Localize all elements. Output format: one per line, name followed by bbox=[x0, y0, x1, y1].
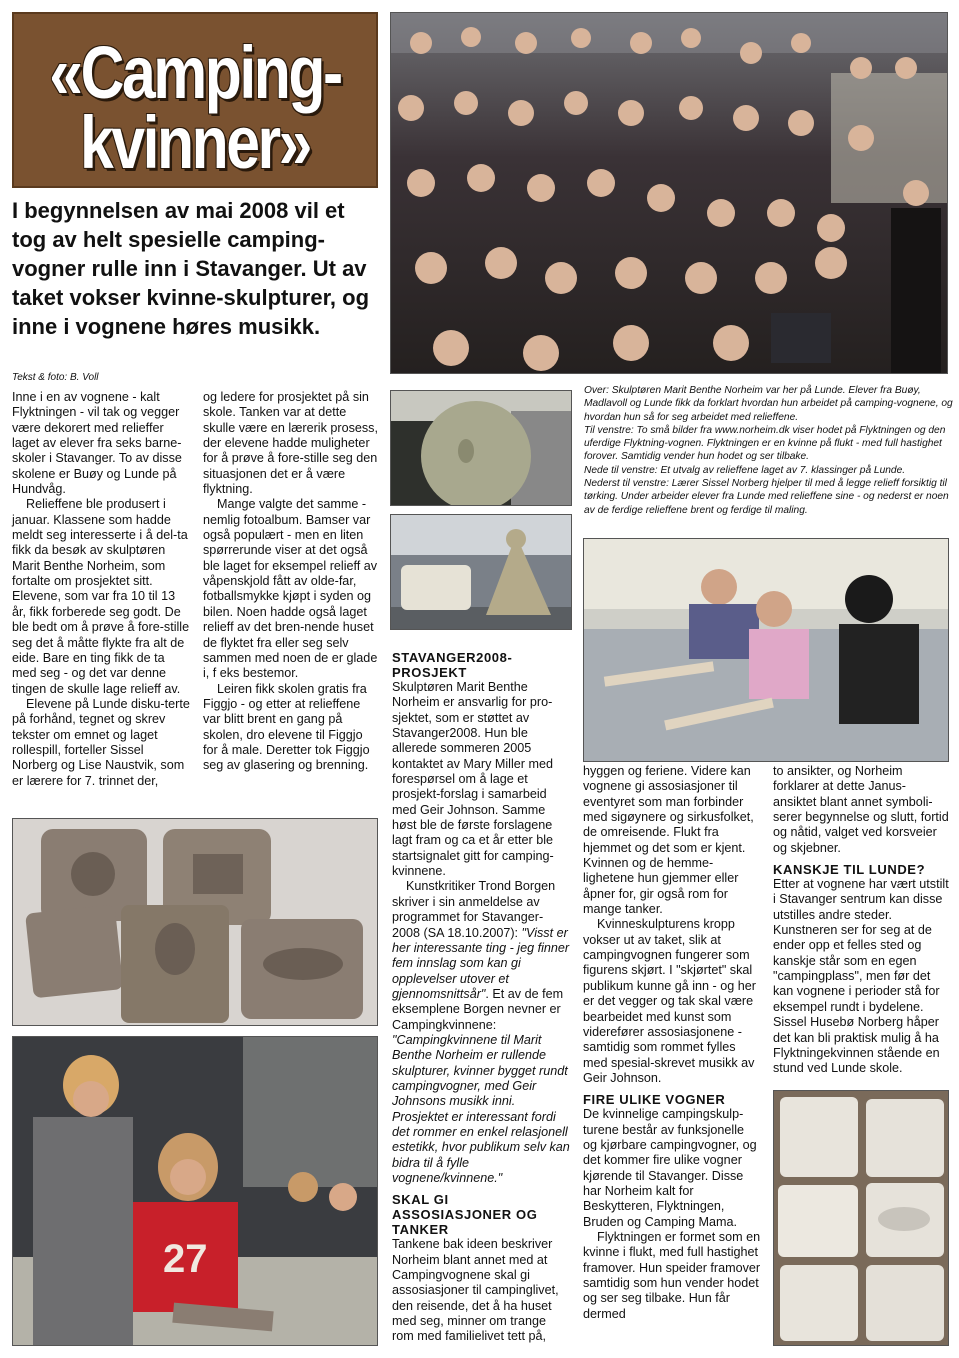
subheading: FIRE ULIKE VOGNER bbox=[583, 1092, 726, 1108]
text-column-5 bbox=[773, 764, 949, 1077]
paragraph: hyggen og feriene. Videre kan vognene gi assosiasjoner til eventyret som man forbinder med sigøynere og sirkusfolket, de omreisende. Flukt fra hjemmet og det som er kjent. Kvinnen og de hemme-lighetene hun gjemmer eller åpner for, gir også rom for mange tanker. bbox=[583, 764, 754, 917]
headline-line-2: kvinner» bbox=[80, 101, 310, 184]
subheading: STAVANGER2008-PROSJEKT bbox=[392, 650, 513, 680]
caption-left: Til venstre: To små bilder fra www.norheim.dk viser hodet på Flyktningen og den uferdige Flyktning-vognen. Flyktningen er en kvinne på flukt - med full hastighet forover. Samtidig vender hun hodet og ser tilbake. bbox=[584, 424, 946, 463]
headline-box bbox=[12, 12, 378, 188]
paragraph: to ansikter, og Norheim forklarer at dette Janus-ansiktet blant annet symboli-serer begynnelse og slutt, fortid og nåtid, valget ved korsveier og skjebner. bbox=[773, 764, 949, 855]
text-column-2 bbox=[203, 390, 380, 774]
paragraph: Elevene på Lunde disku-terte på forhånd, tegnet og skrev tekster om emnet og laget rollespill, forteller Sissel Norberg og Lise Naustvik, som er lærere for 7. trinnet der, bbox=[12, 696, 190, 788]
photo-finished-reliefs bbox=[773, 1090, 949, 1346]
shirt-number: 27 bbox=[163, 1237, 208, 1281]
paragraph: Flyktningen er formet som en kvinne i flukt, med full hastighet framover. Hun speider framover samtidig som hun vender hodet og ser seg tilbake. Hun får dermed bbox=[583, 1229, 761, 1321]
text-column-4 bbox=[583, 764, 761, 1322]
paragraph: Mange valgte det samme - nemlig fotoalbum. Bamser var også populært - men en liten spørrerunde viser at det også ble laget for eksempel relieff av våpenskjold fått av olde-far, fotballsmykke kjøpt i syden og bilen. Noen hadde også laget relieff av det bren-nende huset de flyktet fra eller seg selv sammen med noen de er glade i, f eks bestemor. bbox=[203, 497, 378, 681]
headline-line-1: «Camping- bbox=[49, 31, 341, 114]
subheading: KANSKJE TIL LUNDE? bbox=[773, 862, 926, 878]
caption-top: Over: Skulptøren Marit Benthe Norheim var her på Lunde. Elever fra Buøy, Madlavoll og Lunde fikk da forklart hvordan hun arbeidet på camping-vognene, og hvordan hun så for seg arbeidet med relieffene. bbox=[584, 385, 953, 423]
lead-paragraph: I begynnelsen av mai 2008 vil et tog av helt spesielle camping-vogner rulle inn i Stavanger. Ut av taket vokser kvinne-skulpturer, og inne i vognene høres musikk. bbox=[12, 198, 370, 339]
paragraph: Leiren fikk skolen gratis fra Figgjo - og etter at relieffene var blitt brent en gang på skolen, dro elevene til Figgjo for å male. Deretter tok Figgjo seg av glasering og brenning. bbox=[203, 681, 370, 773]
caption-bottom-left: Nederst til venstre: Lærer Sissel Norberg hjelper til med å legge relieff forsiktig til tørking. Under arbeider elever fra Lunde med relieffene sine - og nederst er noen av de ferdige relieffene brent og ferdige til maling. bbox=[584, 478, 949, 516]
paragraph: Relieffene ble produsert i januar. Klassene som hadde meldt seg interesserte i å del-ta fikk da besøk av skulptøren Marit Benthe Norheim, som fortalte om prosjektet sitt. Elevene, som var fra 10 til 13 år, fikk forberede seg godt. De ble bedt om å prøve å fore-stille seg det å måtte flykte fra alt de eide. Bare en ting fikk de ta med seg - og det var denne tingen de skulle lage relieff av. bbox=[12, 497, 190, 696]
paragraph: Inne i en av vognene - kalt Flyktningen - vil tak og vegger være dekorert med relieffer laget av elever fra seks barne-skoler i Stavanger. To av disse skolene er Buøy og Lunde på Hundvåg. bbox=[12, 390, 182, 497]
paragraph: og ledere for prosjektet på sin skole. Tanken var at dette skulle være en lærerik prosess, der elevene hadde muligheter for å prøve å fore-stille seg den situasjonen det er å være flyktning. bbox=[203, 390, 378, 497]
paragraph: Skulptøren Marit Benthe Norheim er ansvarlig for pro-sjektet, som er støttet av Stavanger2008. Hun ble allerede sommeren 2005 kontaktet av Mary Miller med forespørsel om å lage et prosjekt-forslag i samarbeid med Geir Johnson. Samme høst ble de første forslagene lagt fram og ca et år etter ble startsignalet gitt for camping-kvinnene. bbox=[392, 680, 554, 879]
photo-captions bbox=[584, 384, 954, 517]
text-column-1 bbox=[12, 390, 190, 789]
photo-teacher-kids bbox=[12, 1036, 378, 1346]
paragraph: Etter at vognene har vært utstilt i Stavanger sentrum kan disse utstilles andre steder. Kunstneren ser for seg at de ender opp et felles sted og kanskje står som en egen "campingplass", men før det kan vognene i perioder stå for eksempel rundt i bydelene. Sissel Husebø Norberg håper det kan bli praktisk mulig å ha Flyktningekvinnen stående en stund ved Lunde skole. bbox=[773, 877, 949, 1076]
photo-reliefs bbox=[12, 818, 378, 1026]
paragraph: De kvinnelige campingskulp-turene består av funksjonelle og kjørbare campingvogner, og det kommer fire ulike vogner kjørende til Stavanger. Disse har Norheim kalt for Beskytteren, Flyktningen, Bruden og Camping Mama. bbox=[583, 1107, 757, 1229]
photo-kids-working bbox=[583, 538, 949, 762]
subheading: SKAL GI ASSOSIASJONER OG TANKER bbox=[392, 1192, 538, 1238]
caption-lower-left: Nede til venstre: Et utvalg av relieffene laget av 7. klassinger på Lunde. bbox=[584, 464, 906, 476]
photo-caravan-sculpture bbox=[390, 514, 572, 630]
byline: Tekst & foto: B. Voll bbox=[12, 372, 99, 383]
paragraph: Tankene bak ideen beskriver Norheim blant annet med at Campingvognene skal gi assosiasjoner til campinglivet, den reisende, det å ha huset med seg, minner om trange rom med familielivet tett på, bbox=[392, 1237, 559, 1344]
text-column-3 bbox=[392, 650, 570, 1345]
photo-audience bbox=[390, 12, 948, 374]
paragraph: Kunstkritiker Trond Borgen skriver i sin anmeldelse av programmet for Stavanger-2008 (SA 18.10.2007): "Visst er her interessante ting - jeg finner fem innslag som kan gi opplevelser utover et gjennomsnittsår". Et av de fem eksemplene Borgen nevner er Campingkvinnene: "Campingkvinnene til Marit Benthe Norheim er rullende skulpturer, kvinner bygget rundt campingvogner, med Geir Johnsons musikk inni. Prosjektet er interessant fordi det rommer en enkel relasjonell estetikk, hvor publikum selv kan bidra til å fylle vognene/kvinnene." bbox=[392, 879, 570, 1185]
paragraph: Kvinneskulpturens kropp vokser ut av taket, slik at campingvognen fungerer som figurens skjørt. I "skjørtet" skal publikum kunne gå inn - og her er det vegger og tak skal være bearbeidet med kunst som viderefører assosiasjonene - samtidig som rommet fylles med spesial-skrevet musikk av Geir Johnson. bbox=[583, 917, 756, 1085]
photo-sculpture-head bbox=[390, 390, 572, 506]
